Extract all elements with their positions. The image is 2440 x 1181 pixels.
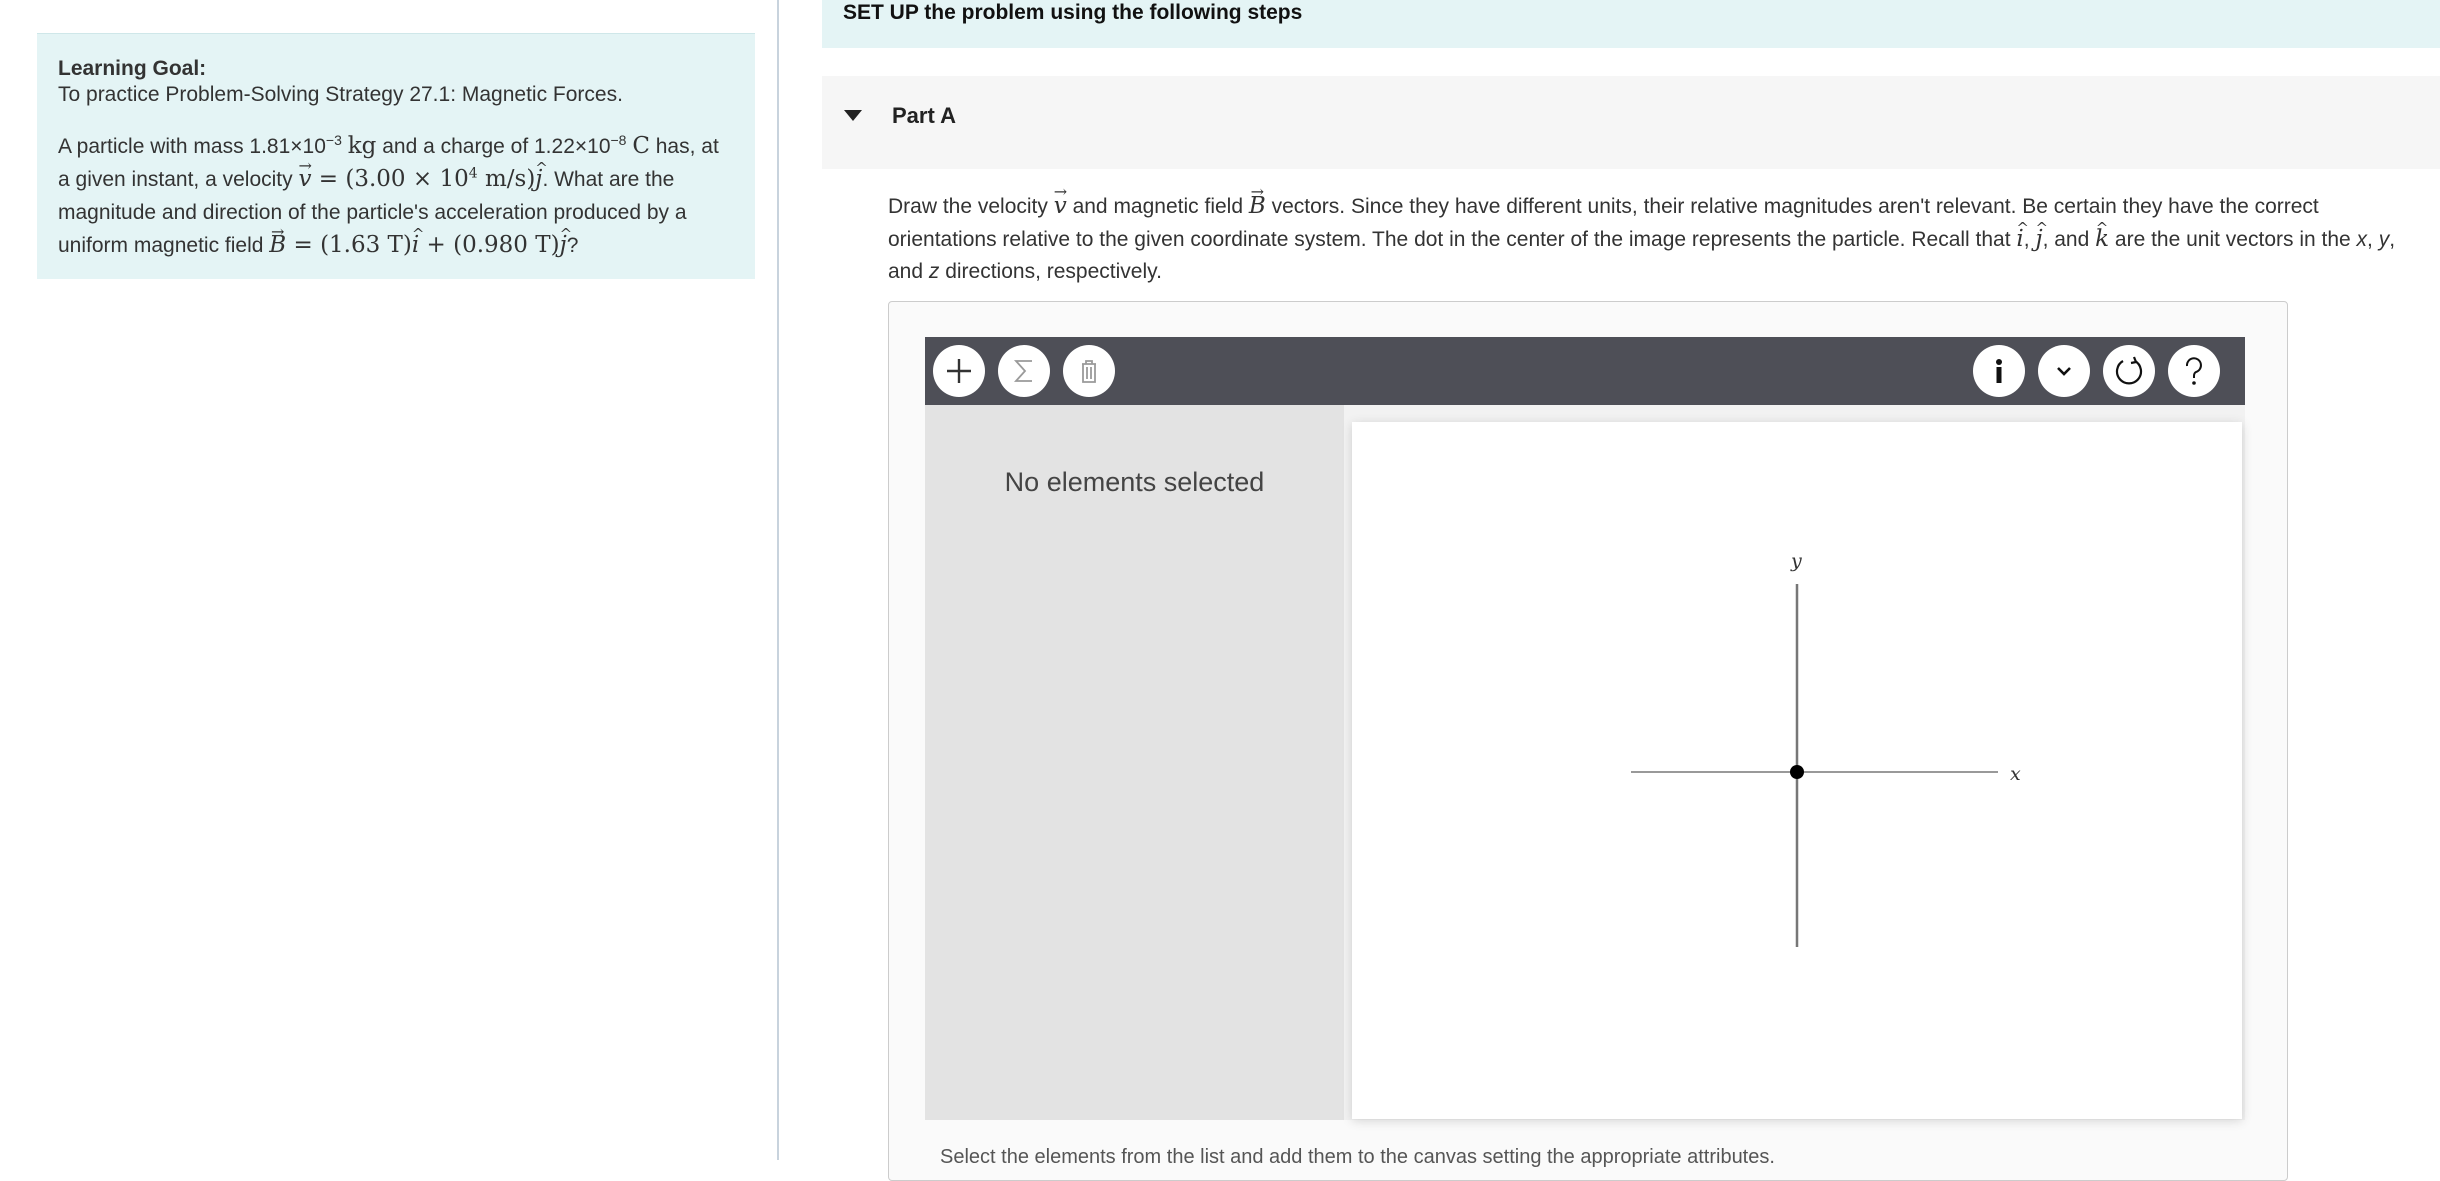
learning-goal-title: Learning Goal: xyxy=(58,57,207,80)
setup-banner xyxy=(822,0,2440,48)
charge-exponent: −8 xyxy=(610,132,627,148)
instr-text-b: and magnetic field xyxy=(1066,195,1249,218)
no-selection-text: No elements selected xyxy=(1004,467,1265,497)
velocity-unit: m/s) xyxy=(477,166,536,192)
instr-z: z xyxy=(928,260,940,283)
drawing-toolbar xyxy=(925,337,2245,405)
learning-goal-subtitle: To practice Problem-Solving Strategy 27.1: Magnetic Forces. xyxy=(58,83,623,106)
learning-goal-box xyxy=(37,33,755,279)
instr-text-g: , xyxy=(2367,228,2379,251)
instr-text-e: , and xyxy=(2042,228,2096,251)
velocity-exponent: 4 xyxy=(468,165,478,182)
field-equation-2: + (0.980 T) xyxy=(419,232,560,258)
x-axis-label: x xyxy=(2010,763,2021,785)
instr-field-symbol: → B xyxy=(1249,190,1266,222)
left-panel xyxy=(0,0,778,1160)
help-icon xyxy=(2176,353,2212,389)
particle-dot[interactable] xyxy=(1790,765,1804,779)
bottom-hint-text: Select the elements from the list and add them to the canvas setting the appropriate attributes. xyxy=(940,1146,1775,1168)
sum-vectors-button[interactable] xyxy=(998,345,1050,397)
mass-exponent: −3 xyxy=(325,132,342,148)
problem-text-3: has, at a given instant, a velocity xyxy=(58,135,719,191)
part-a-header[interactable] xyxy=(822,76,2440,169)
caret-down-icon[interactable] xyxy=(844,110,862,121)
mass-unit: kg xyxy=(347,133,377,159)
j-hat-symbol: ^ j xyxy=(535,163,542,196)
panel-divider[interactable] xyxy=(777,0,779,1160)
charge-unit: C xyxy=(632,133,650,159)
j-hat-symbol-2: ^ j xyxy=(560,229,567,262)
instr-i-hat: ^ i xyxy=(2016,223,2023,255)
reset-button[interactable] xyxy=(2103,345,2155,397)
instr-k-hat: ^ k xyxy=(2095,223,2109,255)
instr-text-c: vectors. Since they have different units, their relative magnitudes aren't relevant. Be certain they have the correct orientations relative to the given coordinate system. The dot in the center of the image represents the particle. Recall that xyxy=(888,195,2319,251)
delete-element-button[interactable] xyxy=(1063,345,1115,397)
instr-text-a: Draw the velocity xyxy=(888,195,1054,218)
reset-icon xyxy=(2111,353,2147,389)
instr-text-end: directions, respectively. xyxy=(939,260,1162,283)
help-button[interactable] xyxy=(2168,345,2220,397)
element-properties-panel xyxy=(925,405,1344,1120)
instr-text-f: are the unit vectors in the xyxy=(2109,228,2357,251)
setup-banner-text: SET UP the problem using the following steps xyxy=(843,1,1303,24)
y-axis-label: y xyxy=(1791,550,1802,572)
info-button[interactable] xyxy=(1973,345,2025,397)
info-icon xyxy=(1983,355,2015,387)
sigma-icon xyxy=(1008,355,1040,387)
add-element-button[interactable] xyxy=(933,345,985,397)
chevron-down-icon xyxy=(2048,355,2080,387)
instr-text-h: , and xyxy=(888,228,2396,283)
instr-velocity-symbol: → v xyxy=(1054,190,1067,222)
instr-text-d: , xyxy=(2023,228,2036,251)
field-equation-1: = (1.63 T) xyxy=(286,232,412,258)
more-options-button[interactable] xyxy=(2038,345,2090,397)
problem-text-2: and a charge of 1.22×10 xyxy=(376,135,611,158)
magnetic-field-symbol: → B xyxy=(269,229,286,262)
i-hat-symbol: ^ i xyxy=(412,229,419,262)
problem-text-4: . What are the magnitude and direction of the particle's acceleration produced by a uniform magnetic field xyxy=(58,168,687,257)
instr-x: x xyxy=(2356,228,2368,251)
add-icon xyxy=(943,355,975,387)
part-a-instructions xyxy=(888,190,2433,288)
velocity-equation: = (3.00 × 10 xyxy=(311,166,469,192)
trash-icon xyxy=(1073,355,1105,387)
drawing-canvas[interactable] xyxy=(1352,422,2242,1119)
problem-text-1: A particle with mass 1.81×10 xyxy=(58,135,326,158)
problem-statement xyxy=(58,130,734,262)
problem-text-5: ? xyxy=(566,234,579,257)
coordinate-system xyxy=(1352,422,2242,1119)
instr-j-hat: ^ j xyxy=(2035,223,2042,255)
instr-y: y xyxy=(2378,228,2390,251)
velocity-symbol: → v xyxy=(298,163,311,196)
part-a-label: Part A xyxy=(892,103,956,128)
